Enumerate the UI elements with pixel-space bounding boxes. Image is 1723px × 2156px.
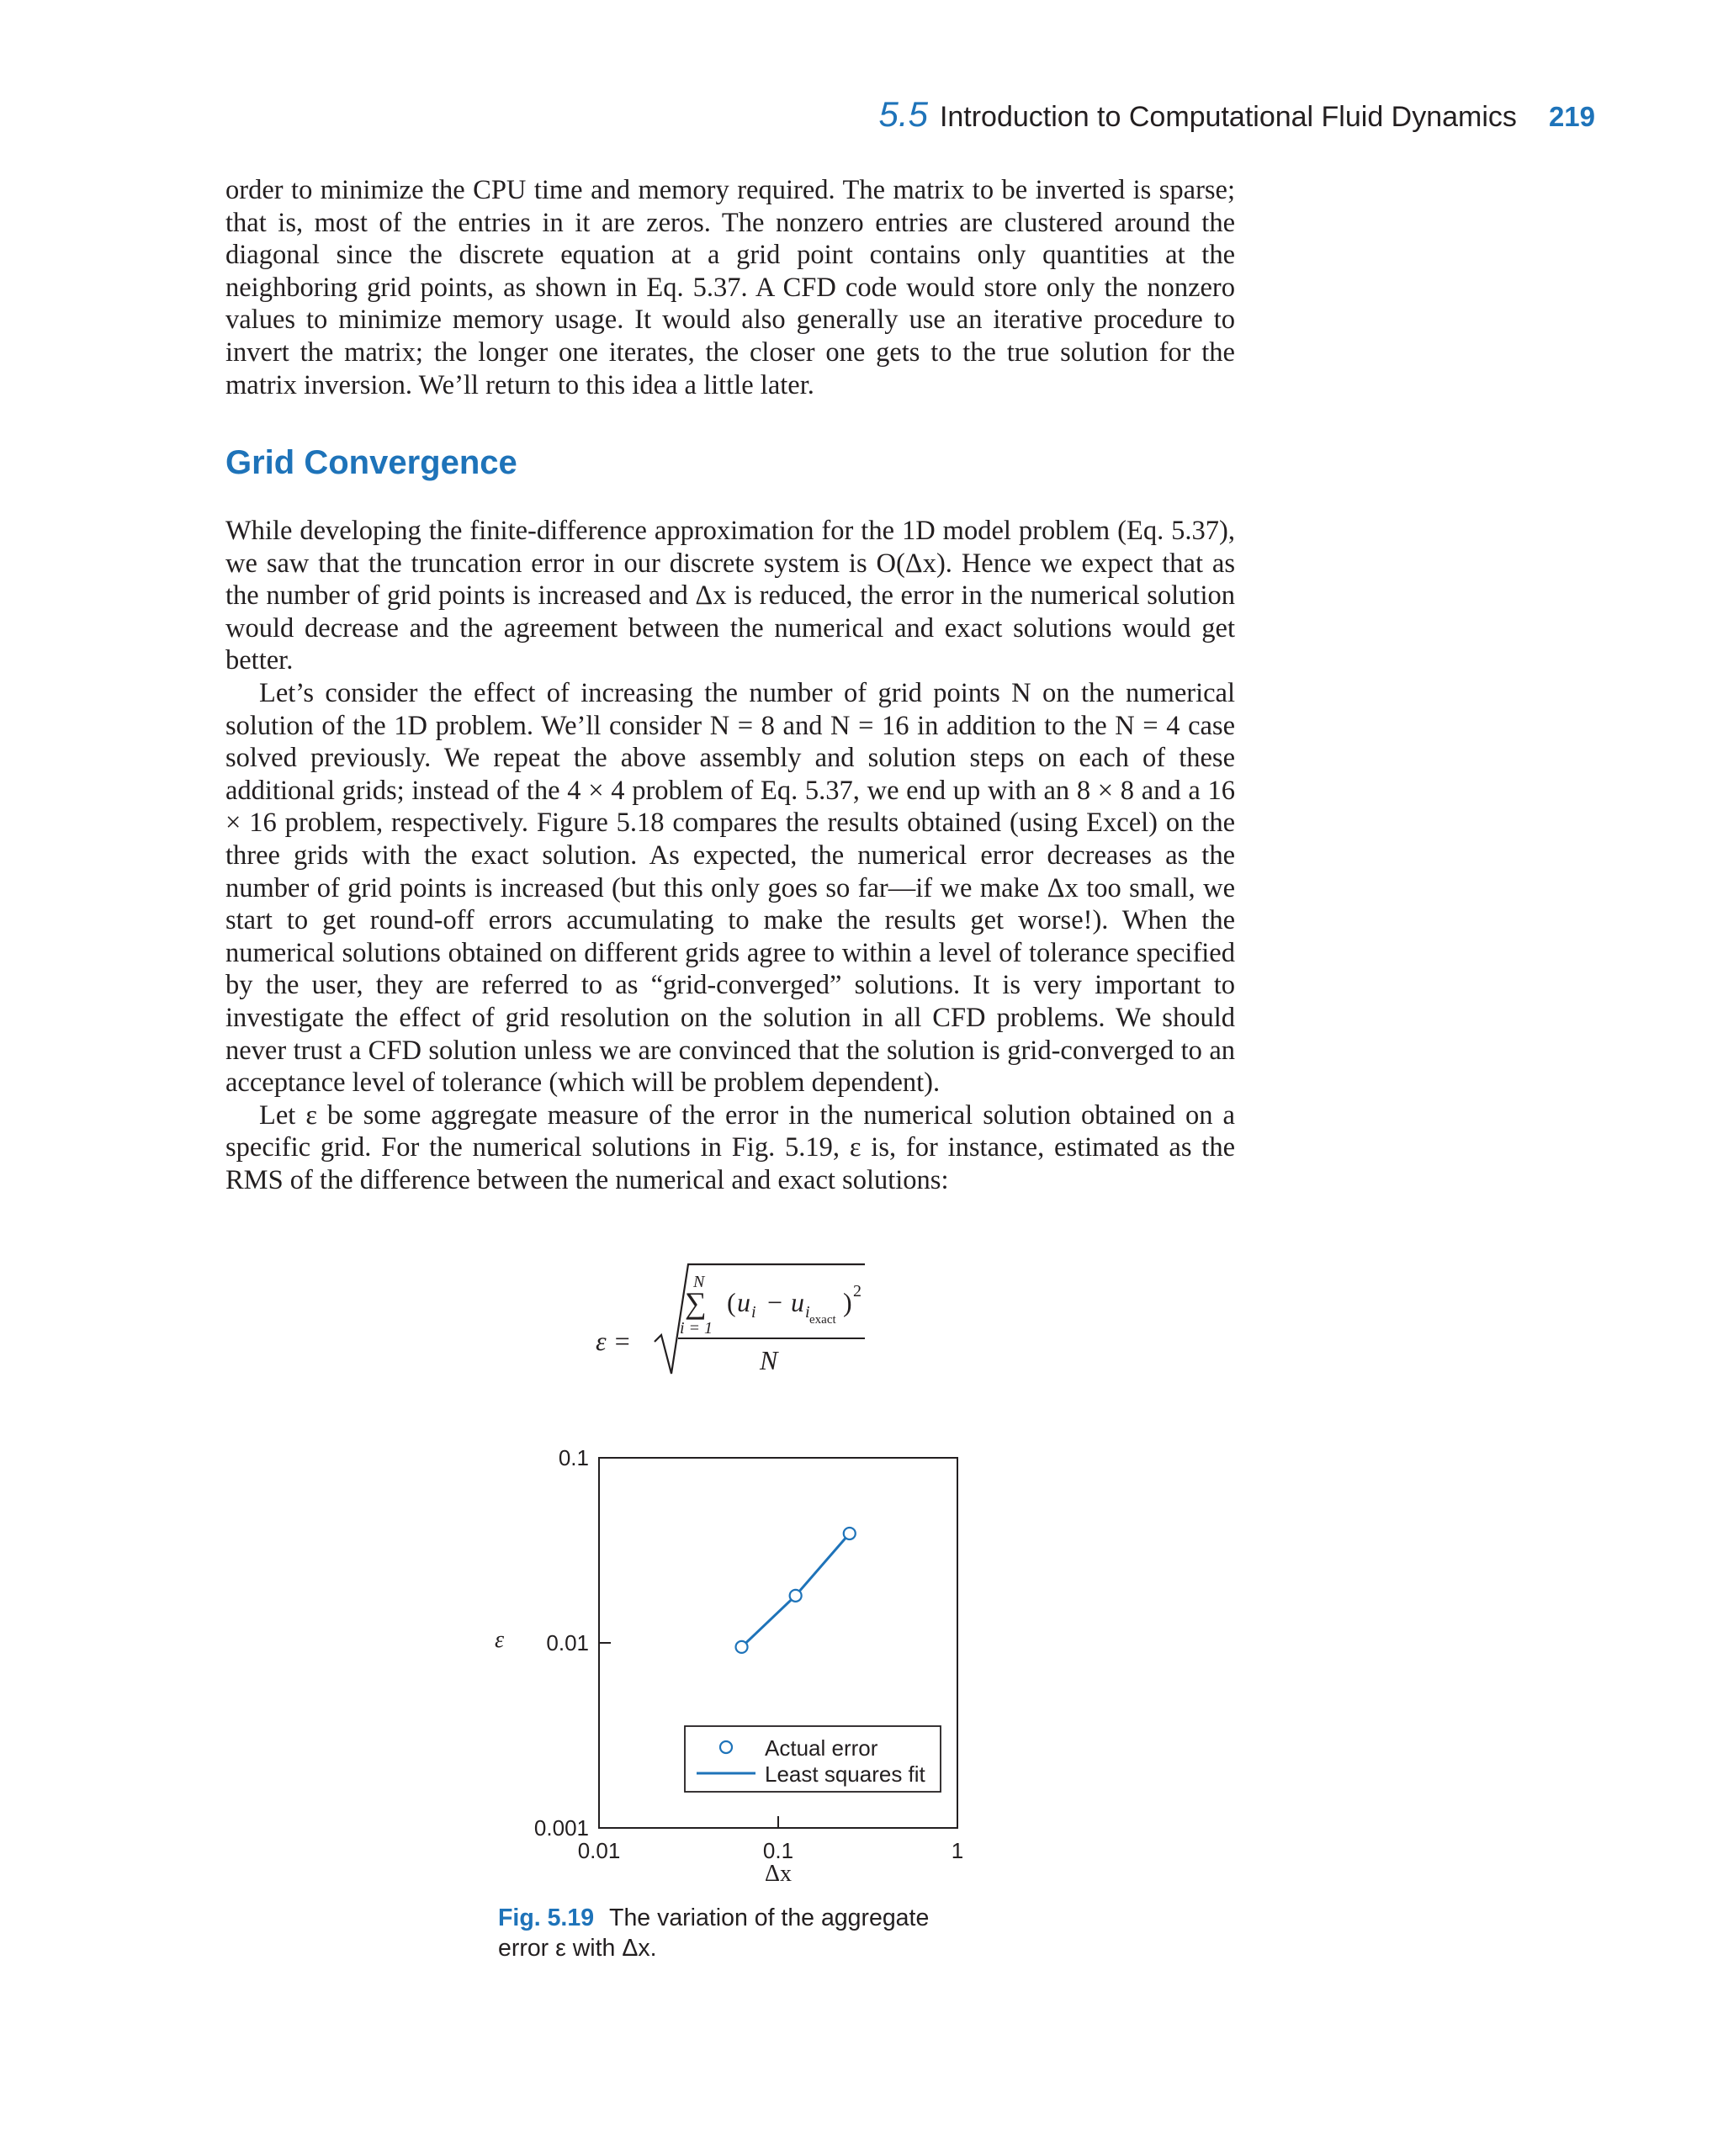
u-exact-subsubscript: exact: [809, 1313, 836, 1327]
body-text-main: [225, 515, 1235, 1196]
x-axis-label: Δx: [765, 1861, 793, 1887]
paragraph: While developing the finite-difference approximation for the 1D model problem (Eq. 5.37), we saw that the truncation error in our discrete system is O(Δx). Hence we expect that as the number of grid points is increased and Δx is reduced, the error in the numerical solution would decrease and the agreement between the numerical and exact solutions would get better.: [225, 516, 1235, 676]
actual-error-point: [844, 1528, 856, 1539]
paragraph: Let’s consider the effect of increasing the number of grid points N on the numerical solution of the 1D problem. We’ll consider N = 8 and N = 16 in addition to the N = 4 case solved previously. We repeat the above assembly and solution steps on each of these additional grids; instead of the 4 × 4 problem of Eq. 5.37, we end up with an 8 × 8 and a 16 × 16 problem, respectively. Figure 5.18 compares the results obtained (using Excel) on the three grids with the exact solution. As expected, the numerical error decreases as the number of grid points is increased (but this only goes so far—if we make Δx too small, we start to get round-off errors accumulating to make the results get worse!). When the numerical solutions obtained on different grids agree to within a level of tolerance specified by the user, they are referred to as “grid-converged” solutions. It is very important to investigate the effect of grid resolution on the solution in all CFD problems. We should never trust a CFD solution unless we are convinced that the solution is grid-converged to an acceptance level of tolerance (which will be problem dependent).: [225, 677, 1235, 1099]
rms-error-equation: [581, 1258, 883, 1384]
u-i-subscript: i: [751, 1303, 756, 1322]
chart-legend: [685, 1726, 941, 1792]
x-tick-label: 1: [951, 1838, 964, 1863]
paren-close: ): [843, 1287, 852, 1317]
sum-symbol: ∑: [685, 1286, 707, 1320]
y-tick-label: 0.01: [546, 1630, 589, 1655]
error-vs-dx-chart: [471, 1430, 1010, 1926]
x-tick-label: 0.1: [762, 1838, 794, 1863]
paren-open: (: [727, 1287, 736, 1317]
page-number: 219: [1548, 101, 1595, 132]
figure-caption: [498, 1903, 969, 1963]
paragraph: Let ε be some aggregate measure of the error in the numerical solution obtained on a specific grid. For the numerical solutions in Fig. 5.19, ε is, for instance, estimated as the RMS of the difference between the numerical and exact solutions:: [225, 1099, 1235, 1195]
sum-upper-limit: N: [693, 1273, 705, 1291]
minus-sign: −: [767, 1287, 783, 1317]
u-exact: u: [791, 1287, 804, 1317]
actual-error-point: [736, 1641, 748, 1653]
power-exponent: 2: [853, 1282, 862, 1300]
paragraph: order to minimize the CPU time and memory required. The matrix to be inverted is sparse; that is, most of the entries in it are zeros. The nonzero entries are clustered around the diagonal since the discrete equation at a grid point contains only quantities at the neighboring grid points, as shown in Eq. 5.37. A CFD code would store only the nonzero values to minimize memory usage. It would also generally use an iterative procedure to invert the matrix; the longer one iterates, the closer one gets to the true solution for the matrix inversion. We’ll return to this idea a little later.: [225, 175, 1235, 400]
y-axis-label: ε: [495, 1627, 505, 1653]
section-heading: Grid Convergence: [225, 444, 517, 481]
legend-label-fit: Least squares fit: [765, 1761, 925, 1787]
x-tick-label: 0.01: [577, 1838, 621, 1863]
running-head: [879, 94, 1595, 135]
actual-error-point: [790, 1590, 802, 1602]
y-tick-label: 0.1: [558, 1445, 589, 1470]
running-head-title: Introduction to Computational Fluid Dynamics: [939, 101, 1517, 133]
legend-label-actual-error: Actual error: [765, 1735, 878, 1761]
body-text-top: [225, 174, 1235, 401]
section-number: 5.5: [878, 94, 928, 134]
denominator: N: [760, 1345, 778, 1375]
equation-lhs: ε =: [596, 1326, 632, 1356]
u-exact-subscript: i: [805, 1303, 810, 1322]
y-tick-label: 0.001: [533, 1815, 589, 1841]
caption-text: The variation of the aggregate error ε with Δx.: [498, 1904, 930, 1962]
sum-lower-limit: i = 1: [680, 1319, 713, 1338]
caption-label: Fig. 5.19: [498, 1904, 595, 1931]
u-i: u: [737, 1287, 750, 1317]
